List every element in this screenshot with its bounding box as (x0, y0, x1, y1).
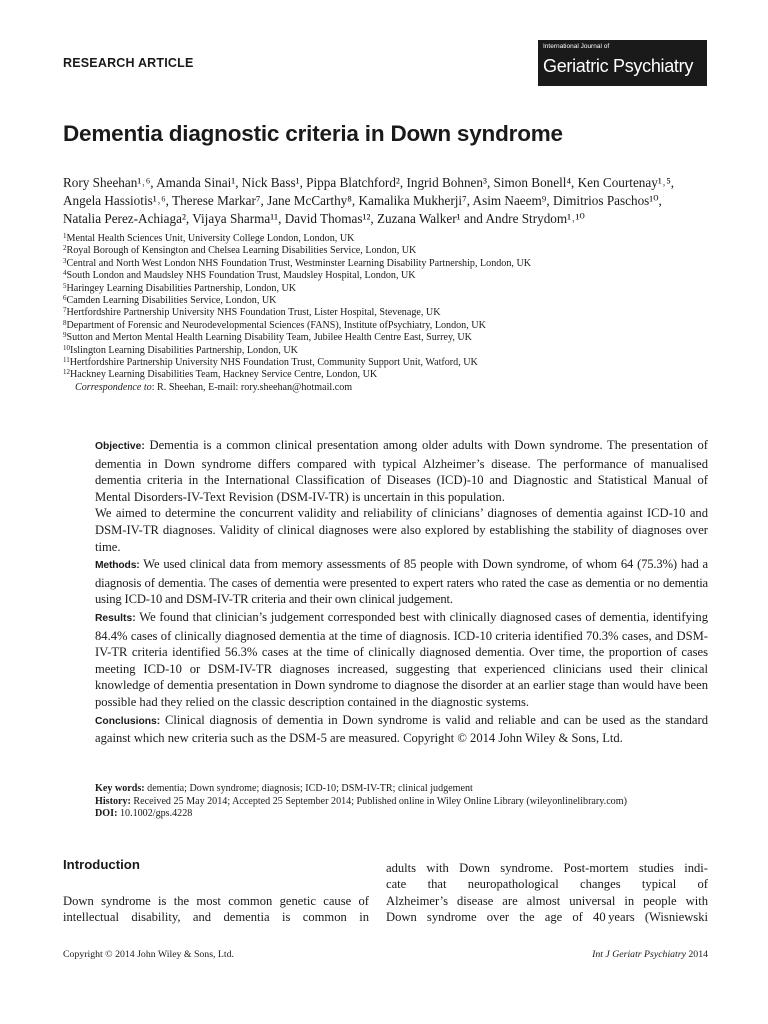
body-line: intellectual disability, and dementia is common in (63, 910, 369, 925)
correspondence-label: Correspondence to (75, 381, 152, 393)
section-heading-introduction: Introduction (63, 857, 140, 872)
journal-logo-name: Geriatric Psychiatry (543, 56, 694, 76)
affiliation-item: $^7$Hertfordshire Partnership University NHS Foundation Trust, Lister Hospital, Stevenage, UK (63, 306, 441, 319)
affiliation-item: $^{11}$Hertfordshire Partnership University NHS Foundation Trust, Community Support Unit, Watford, UK (63, 356, 478, 369)
affiliation-item: $^8$Department of Forensic and Neurodevelopmental Sciences (FANS), Institute ofPsychiatry, London, UK (63, 318, 486, 331)
abstract-objective: Objective: Dementia is a common clinical presentation among older adults with Down syndrome. The presentation of dementia in Down syndrome differs compared with typical Alzheimer’s disease. The performance of manualised dementia criteria in the International Classification of Diseases (ICD)-10 and Diagnostic and Statistical Manual of Mental Disorders-IV-Text Revision (DSM-IV-TR) is uncertain in this population. (95, 438, 708, 504)
abstract (95, 437, 708, 747)
author-line: Angela Hassiotis¹˒⁶, Therese Markar⁷, Jane McCarthy⁸, Kamalika Mukherji⁷, Asim Naeem⁹, Dimitrios Paschos¹⁰, (63, 193, 662, 208)
affiliation-list (63, 233, 708, 394)
body-line: Down syndrome is the most common genetic cause of (63, 894, 369, 908)
author-list (63, 174, 708, 228)
history: History: Received 25 May 2014; Accepted 25 September 2014; Published online in Wiley Online Library (wileyonlinelibrary.com) (95, 795, 627, 807)
correspondence-line (63, 382, 708, 394)
keywords: Key words: dementia; Down syndrome; diagnosis; ICD-10; DSM-IV-TR; clinical judgement (95, 783, 473, 794)
abstract-label: Conclusions: (95, 715, 161, 727)
abstract-conclusions: Conclusions: Clinical diagnosis of dementia in Down syndrome is valid and reliable and can be used as the standard against which new criteria such as the DSM-5 are measured. Copyright © 2014 John Wiley & Sons, Ltd. (95, 712, 708, 746)
author-line: Natalia Perez-Achiaga², Vijaya Sharma¹¹, David Thomas¹², Zuzana Walker¹ and Andre Strydom¹˒¹⁰ (63, 211, 585, 226)
abstract-label: Methods: (95, 560, 140, 572)
abstract-objective-aims: We aimed to determine the concurrent validity and reliability of clinicians’ diagnoses of dementia against ICD-10 and DSM-IV-TR diagnoses. Validity of clinical diagnoses were also explored by establishing the stability of diagnoses over time. (95, 506, 708, 554)
footer-copyright: Copyright © 2014 John Wiley & Sons, Ltd. (63, 949, 234, 960)
body-line: cate that neuropathological changes typical of (386, 877, 708, 892)
body-text-right-column (386, 860, 708, 926)
abstract-methods: Methods: We used clinical data from memory assessments of 85 people with Down syndrome, of whom 64 (75.3%) had a diagnosis of dementia. The cases of dementia were presented to expert raters who rated the case as dementia or no dementia using ICD-10 and DSM-IV-TR criteria and their own clinical judgement. (95, 557, 708, 607)
body-text-left-column (63, 893, 369, 926)
footer-journal-reference: Int J Geriatr Psychiatry 2014 (592, 949, 708, 960)
article-type-label: RESEARCH ARTICLE (63, 56, 194, 70)
journal-logo (538, 40, 707, 86)
affiliation-item: $^5$Haringey Learning Disabilities Partnership, London, UK (63, 281, 297, 294)
body-line: Down syndrome over the age of 40 years (Wisniewski (386, 910, 708, 925)
affiliation-item: $^9$Sutton and Merton Mental Health Learning Disability Team, Jubilee Health Centre East, Surrey, UK (63, 331, 472, 344)
author-line: Rory Sheehan¹˒⁶, Amanda Sinai¹, Nick Bass¹, Pippa Blatchford², Ingrid Bohnen³, Simon Bonell⁴, Ken Courtenay¹˒⁵, (63, 175, 675, 190)
journal-logo-small-text: International Journal of (543, 43, 610, 50)
affiliation-item: $^6$Camden Learning Disabilities Service, London, UK (63, 294, 277, 307)
abstract-results: Results: We found that clinician’s judgement corresponded best with clinically diagnosed cases of dementia, identifying 84.4% cases of clinically diagnosed dementia at the time of diagnosis. ICD-10 criteria identified 70.3% cases, and DSM-IV-TR criteria identified 56.3% cases at the time of clinically diagnosed dementia. Over time, the proportion of cases meeting ICD-10 or DSM-IV-TR diagnoses increased, suggesting that experienced clinicians used their clinical knowledge of dementia presentation in Down syndrome to diagnose the disorder at an earlier stage than would have been possible had they relied on the classic description contained in the diagnostic systems. (95, 609, 709, 709)
abstract-label: Results: (95, 612, 136, 624)
doi[interactable]: DOI: 10.1002/gps.4228 (95, 808, 193, 820)
affiliation-item: $^1$Mental Health Sciences Unit, University College London, London, UK (63, 232, 355, 244)
body-line: Alzheimer’s disease are almost universal in people with (386, 893, 708, 908)
body-line: adults with Down syndrome. Post-mortem studies indi- (386, 861, 708, 875)
affiliation-item: $^2$Royal Borough of Kensington and Chelsea Learning Disabilities Service, London, UK (63, 244, 417, 257)
abstract-label: Objective: (95, 441, 145, 452)
affiliation-item: $^{12}$Hackney Learning Disabilities Team, Hackney Service Centre, London, UK (63, 368, 378, 381)
affiliation-item: $^3$Central and North West London NHS Foundation Trust, Westminster Learning Disability Partnership, London, UK (63, 256, 532, 269)
article-title: Dementia diagnostic criteria in Down syndrome (63, 121, 563, 146)
affiliation-item: $^{10}$Islington Learning Disabilities Partnership, London, UK (63, 343, 298, 356)
correspondence-email[interactable]: : R. Sheehan, E-mail: rory.sheehan@hotmail.com (151, 381, 353, 393)
article-metadata (95, 783, 708, 821)
affiliation-item: $^4$South London and Maudsley NHS Foundation Trust, Maudsley Hospital, London, UK (63, 269, 416, 282)
